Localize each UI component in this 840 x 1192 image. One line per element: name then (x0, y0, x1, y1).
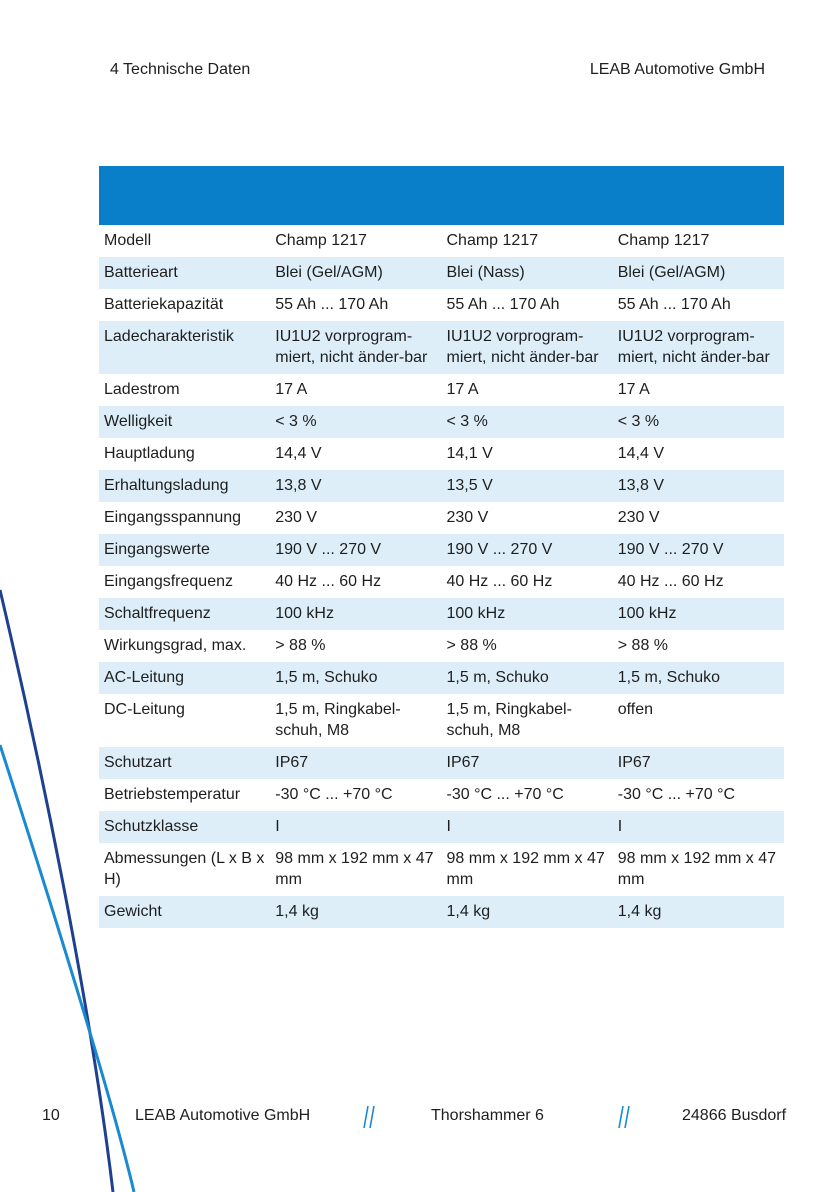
cell-value: 14,4 V (617, 445, 665, 462)
cell-value: 230 V (446, 509, 489, 526)
cell-value: Champ 1217 (617, 232, 710, 249)
section-header: 4 Technische Daten (110, 61, 251, 78)
row-label: Ladestrom (104, 381, 180, 398)
cell-value: IU1U2 vorprogram-miert, nicht änder-bar (270, 321, 441, 374)
cell-value: 55 Ah ... 170 Ah (617, 296, 731, 313)
table-row (99, 694, 784, 747)
cell-value: IU1U2 vorprogram-miert, nicht änder-bar (442, 321, 613, 374)
cell-value: < 3 % (442, 406, 613, 438)
cell-value: > 88 % (617, 637, 669, 654)
row-label: Schutzart (99, 747, 270, 779)
cell-value: 55 Ah ... 170 Ah (446, 296, 560, 313)
cell-value: 98 mm x 192 mm x 47 mm (617, 850, 777, 888)
cell-value: 14,4 V (275, 445, 322, 462)
cell-value: 13,8 V (270, 470, 441, 502)
cell-value: 40 Hz ... 60 Hz (617, 573, 724, 590)
cell-value: Champ 1217 (446, 232, 539, 249)
table-row (99, 630, 784, 662)
cell-value: 1,5 m, Schuko (442, 662, 613, 694)
cell-value: I (442, 811, 613, 843)
table-header-bar (99, 166, 784, 225)
table-row (99, 843, 784, 896)
table-row (99, 662, 784, 694)
cell-value: 1,5 m, Ringkabel-schuh, M8 (275, 701, 401, 739)
cell-value: 14,1 V (446, 445, 493, 462)
row-label: Ladecharakteristik (99, 321, 270, 374)
cell-value: > 88 % (446, 637, 497, 654)
cell-value: IP67 (442, 747, 613, 779)
separator-slash-icon (617, 1104, 631, 1130)
cell-value: -30 °C ... +70 °C (617, 786, 736, 803)
cell-value: 13,8 V (613, 470, 784, 502)
separator-slash-icon (362, 1104, 376, 1130)
row-label: Welligkeit (99, 406, 270, 438)
cell-value: 1,4 kg (442, 896, 613, 928)
cell-value: 98 mm x 192 mm x 47 mm (275, 850, 434, 888)
row-label: Eingangsfrequenz (104, 573, 233, 590)
row-label: Abmessungen (L x B x H) (104, 850, 265, 888)
cell-value: 1,4 kg (270, 896, 441, 928)
cell-value: 100 kHz (270, 598, 441, 630)
cell-value: 40 Hz ... 60 Hz (275, 573, 382, 590)
table-row (99, 321, 784, 374)
cell-value: Blei (Gel/AGM) (613, 257, 784, 289)
table-row (99, 598, 784, 630)
table-row (99, 257, 784, 289)
cell-value: < 3 % (613, 406, 784, 438)
cell-value: -30 °C ... +70 °C (275, 786, 393, 803)
row-label: Erhaltungsladung (99, 470, 270, 502)
cell-value: -30 °C ... +70 °C (446, 786, 564, 803)
row-label: DC-Leitung (104, 701, 185, 718)
cell-value: 1,5 m, Schuko (613, 662, 784, 694)
table-row (99, 438, 784, 470)
specs-table (99, 225, 784, 928)
cell-value: 17 A (617, 381, 650, 398)
cell-value: 55 Ah ... 170 Ah (275, 296, 389, 313)
footer-company: LEAB Automotive GmbH (135, 1107, 311, 1124)
cell-value: 1,5 m, Ringkabel-schuh, M8 (446, 701, 572, 739)
table-row (99, 374, 784, 406)
row-label: Gewicht (99, 896, 270, 928)
cell-value: 98 mm x 192 mm x 47 mm (446, 850, 605, 888)
cell-value: 17 A (446, 381, 479, 398)
cell-value: 190 V ... 270 V (442, 534, 613, 566)
table-row (99, 534, 784, 566)
cell-value: IP67 (270, 747, 441, 779)
company-header: LEAB Automotive GmbH (589, 61, 765, 78)
cell-value: 17 A (275, 381, 308, 398)
table-row (99, 566, 784, 598)
cell-value: I (613, 811, 784, 843)
footer-city: 24866 Busdorf (682, 1107, 787, 1124)
cell-value: Blei (Nass) (442, 257, 613, 289)
table-row (99, 502, 784, 534)
row-label: Schaltfrequenz (99, 598, 270, 630)
cell-value: Blei (Gel/AGM) (270, 257, 441, 289)
table-row (99, 747, 784, 779)
table-row (99, 896, 784, 928)
cell-value: 40 Hz ... 60 Hz (446, 573, 553, 590)
cell-value: Champ 1217 (275, 232, 367, 249)
table-row (99, 406, 784, 438)
cell-value: 190 V ... 270 V (270, 534, 441, 566)
table-row (99, 470, 784, 502)
cell-value: 1,5 m, Schuko (270, 662, 441, 694)
row-label: Betriebstemperatur (104, 786, 241, 803)
cell-value: IU1U2 vorprogram-miert, nicht änder-bar (613, 321, 784, 374)
cell-value: offen (617, 701, 654, 718)
row-label: Wirkungsgrad, max. (104, 637, 247, 654)
cell-value: 13,5 V (442, 470, 613, 502)
table-row (99, 811, 784, 843)
row-label: Schutzklasse (99, 811, 270, 843)
row-label: AC-Leitung (99, 662, 270, 694)
row-label: Modell (104, 232, 152, 249)
cell-value: 100 kHz (442, 598, 613, 630)
cell-value: 230 V (617, 509, 660, 526)
cell-value: I (270, 811, 441, 843)
cell-value: > 88 % (275, 637, 326, 654)
row-label: Batterieart (99, 257, 270, 289)
cell-value: 190 V ... 270 V (613, 534, 784, 566)
cell-value: 1,4 kg (613, 896, 784, 928)
footer-street: Thorshammer 6 (431, 1107, 544, 1124)
table-row (99, 225, 784, 257)
cell-value: < 3 % (270, 406, 441, 438)
table-row (99, 289, 784, 321)
row-label: Hauptladung (104, 445, 195, 462)
row-label: Eingangswerte (99, 534, 270, 566)
cell-value: 100 kHz (613, 598, 784, 630)
row-label: Eingangsspannung (104, 509, 242, 526)
cell-value: IP67 (613, 747, 784, 779)
table-row (99, 779, 784, 811)
cell-value: 230 V (275, 509, 318, 526)
specs-table-container (99, 166, 784, 928)
row-label: Batteriekapazität (104, 296, 224, 313)
page-number: 10 (42, 1107, 60, 1124)
